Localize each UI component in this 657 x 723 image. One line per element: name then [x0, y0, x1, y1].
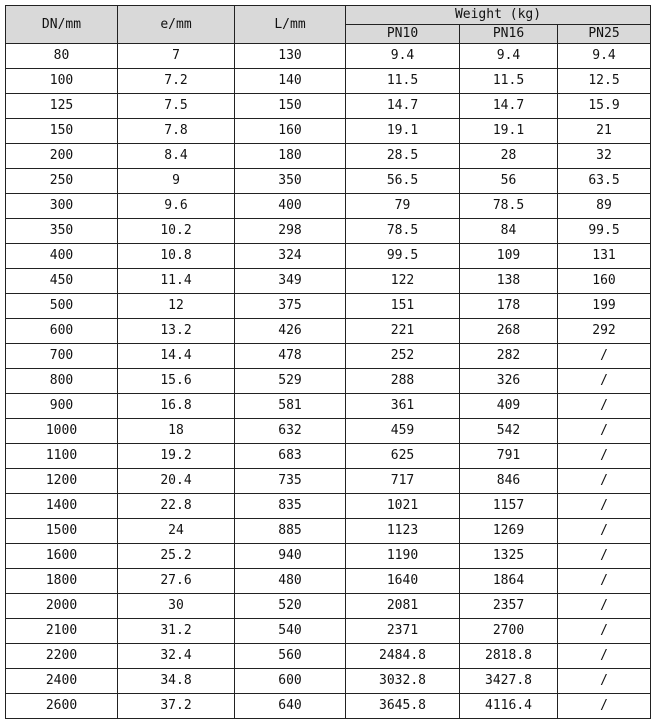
cell-e: 12: [118, 294, 235, 319]
cell-pn10: 252: [346, 344, 460, 369]
header-dn: DN/mm: [6, 6, 118, 44]
cell-pn10: 9.4: [346, 44, 460, 69]
cell-e: 22.8: [118, 494, 235, 519]
cell-pn25: 99.5: [558, 219, 651, 244]
cell-l: 400: [235, 194, 346, 219]
cell-e: 7.8: [118, 119, 235, 144]
cell-pn25: /: [558, 669, 651, 694]
pipe-spec-table: [5, 5, 651, 719]
cell-l: 298: [235, 219, 346, 244]
cell-dn: 900: [6, 394, 118, 419]
cell-pn25: /: [558, 369, 651, 394]
cell-dn: 1100: [6, 444, 118, 469]
cell-pn10: 2081: [346, 594, 460, 619]
cell-pn16: 178: [460, 294, 558, 319]
cell-pn10: 122: [346, 269, 460, 294]
header-pn16: PN16: [460, 25, 558, 44]
cell-pn10: 28.5: [346, 144, 460, 169]
table-row: [6, 269, 651, 294]
cell-pn10: 1190: [346, 544, 460, 569]
cell-dn: 700: [6, 344, 118, 369]
table-row: [6, 569, 651, 594]
cell-e: 15.6: [118, 369, 235, 394]
cell-pn16: 268: [460, 319, 558, 344]
cell-pn25: 89: [558, 194, 651, 219]
cell-pn25: 63.5: [558, 169, 651, 194]
cell-dn: 200: [6, 144, 118, 169]
header-weight: Weight (kg): [346, 6, 651, 25]
cell-pn16: 2818.8: [460, 644, 558, 669]
cell-pn10: 361: [346, 394, 460, 419]
cell-l: 600: [235, 669, 346, 694]
cell-pn25: 15.9: [558, 94, 651, 119]
header-e: e/mm: [118, 6, 235, 44]
cell-pn16: 1157: [460, 494, 558, 519]
cell-pn10: 99.5: [346, 244, 460, 269]
cell-l: 835: [235, 494, 346, 519]
cell-pn10: 151: [346, 294, 460, 319]
table-row: [6, 594, 651, 619]
cell-pn10: 625: [346, 444, 460, 469]
cell-pn25: /: [558, 644, 651, 669]
cell-l: 581: [235, 394, 346, 419]
table-row: [6, 369, 651, 394]
cell-dn: 125: [6, 94, 118, 119]
cell-pn25: 199: [558, 294, 651, 319]
cell-pn25: /: [558, 694, 651, 719]
table-row: [6, 469, 651, 494]
cell-pn25: /: [558, 344, 651, 369]
cell-pn10: 3032.8: [346, 669, 460, 694]
cell-pn10: 11.5: [346, 69, 460, 94]
cell-l: 885: [235, 519, 346, 544]
cell-e: 19.2: [118, 444, 235, 469]
cell-pn25: 131: [558, 244, 651, 269]
cell-dn: 1800: [6, 569, 118, 594]
table-row: [6, 644, 651, 669]
table-row: [6, 344, 651, 369]
cell-e: 7.2: [118, 69, 235, 94]
cell-e: 9.6: [118, 194, 235, 219]
table-row: [6, 69, 651, 94]
table-row: [6, 244, 651, 269]
cell-pn25: 9.4: [558, 44, 651, 69]
cell-e: 37.2: [118, 694, 235, 719]
cell-l: 130: [235, 44, 346, 69]
cell-pn16: 2700: [460, 619, 558, 644]
cell-l: 940: [235, 544, 346, 569]
cell-l: 529: [235, 369, 346, 394]
cell-e: 9: [118, 169, 235, 194]
cell-pn25: /: [558, 569, 651, 594]
cell-pn10: 2371: [346, 619, 460, 644]
cell-dn: 80: [6, 44, 118, 69]
cell-e: 20.4: [118, 469, 235, 494]
cell-l: 632: [235, 419, 346, 444]
cell-pn10: 2484.8: [346, 644, 460, 669]
cell-pn25: 160: [558, 269, 651, 294]
cell-dn: 350: [6, 219, 118, 244]
cell-dn: 500: [6, 294, 118, 319]
cell-pn10: 288: [346, 369, 460, 394]
cell-pn25: /: [558, 394, 651, 419]
cell-pn16: 14.7: [460, 94, 558, 119]
cell-pn10: 717: [346, 469, 460, 494]
cell-pn16: 282: [460, 344, 558, 369]
cell-pn25: /: [558, 494, 651, 519]
cell-pn16: 19.1: [460, 119, 558, 144]
cell-pn25: /: [558, 469, 651, 494]
cell-l: 560: [235, 644, 346, 669]
cell-dn: 1500: [6, 519, 118, 544]
table-row: [6, 544, 651, 569]
cell-dn: 2100: [6, 619, 118, 644]
cell-pn16: 56: [460, 169, 558, 194]
cell-pn10: 19.1: [346, 119, 460, 144]
cell-pn25: /: [558, 619, 651, 644]
cell-pn16: 791: [460, 444, 558, 469]
table-row: [6, 194, 651, 219]
header-l: L/mm: [235, 6, 346, 44]
table-row: [6, 119, 651, 144]
table-body: [6, 44, 651, 719]
cell-pn16: 28: [460, 144, 558, 169]
cell-dn: 450: [6, 269, 118, 294]
cell-dn: 300: [6, 194, 118, 219]
table-row: [6, 294, 651, 319]
cell-e: 31.2: [118, 619, 235, 644]
table-row: [6, 94, 651, 119]
cell-l: 375: [235, 294, 346, 319]
cell-l: 350: [235, 169, 346, 194]
table-row: [6, 219, 651, 244]
table-row: [6, 169, 651, 194]
cell-pn25: 32: [558, 144, 651, 169]
cell-dn: 2600: [6, 694, 118, 719]
cell-pn16: 109: [460, 244, 558, 269]
cell-dn: 1200: [6, 469, 118, 494]
cell-dn: 400: [6, 244, 118, 269]
cell-l: 324: [235, 244, 346, 269]
table-row: [6, 44, 651, 69]
cell-pn10: 459: [346, 419, 460, 444]
cell-l: 160: [235, 119, 346, 144]
cell-dn: 2000: [6, 594, 118, 619]
cell-l: 140: [235, 69, 346, 94]
cell-pn16: 138: [460, 269, 558, 294]
cell-pn16: 409: [460, 394, 558, 419]
cell-pn25: /: [558, 444, 651, 469]
cell-dn: 100: [6, 69, 118, 94]
cell-e: 7.5: [118, 94, 235, 119]
cell-e: 16.8: [118, 394, 235, 419]
cell-pn10: 56.5: [346, 169, 460, 194]
cell-l: 480: [235, 569, 346, 594]
cell-e: 34.8: [118, 669, 235, 694]
cell-pn25: /: [558, 419, 651, 444]
cell-pn25: 21: [558, 119, 651, 144]
cell-l: 180: [235, 144, 346, 169]
table-row: [6, 619, 651, 644]
cell-e: 8.4: [118, 144, 235, 169]
cell-pn10: 79: [346, 194, 460, 219]
cell-pn16: 542: [460, 419, 558, 444]
cell-e: 7: [118, 44, 235, 69]
cell-e: 14.4: [118, 344, 235, 369]
table-row: [6, 144, 651, 169]
cell-dn: 250: [6, 169, 118, 194]
table-header: [6, 6, 651, 44]
cell-dn: 2200: [6, 644, 118, 669]
cell-pn16: 4116.4: [460, 694, 558, 719]
cell-e: 25.2: [118, 544, 235, 569]
cell-pn10: 14.7: [346, 94, 460, 119]
cell-e: 10.2: [118, 219, 235, 244]
table-row: [6, 669, 651, 694]
header-pn10: PN10: [346, 25, 460, 44]
header-pn25: PN25: [558, 25, 651, 44]
cell-dn: 1600: [6, 544, 118, 569]
cell-dn: 600: [6, 319, 118, 344]
cell-l: 735: [235, 469, 346, 494]
table-row: [6, 494, 651, 519]
cell-l: 150: [235, 94, 346, 119]
cell-pn16: 326: [460, 369, 558, 394]
cell-e: 32.4: [118, 644, 235, 669]
table-row: [6, 394, 651, 419]
table-row: [6, 319, 651, 344]
cell-dn: 800: [6, 369, 118, 394]
cell-e: 18: [118, 419, 235, 444]
cell-l: 349: [235, 269, 346, 294]
cell-pn16: 84: [460, 219, 558, 244]
cell-pn16: 1269: [460, 519, 558, 544]
table-row: [6, 519, 651, 544]
cell-pn16: 11.5: [460, 69, 558, 94]
cell-pn16: 78.5: [460, 194, 558, 219]
table-row: [6, 694, 651, 719]
cell-pn16: 1864: [460, 569, 558, 594]
cell-pn10: 221: [346, 319, 460, 344]
cell-pn25: /: [558, 594, 651, 619]
cell-pn10: 78.5: [346, 219, 460, 244]
header-row-top: [6, 6, 651, 25]
cell-pn25: /: [558, 544, 651, 569]
cell-pn16: 3427.8: [460, 669, 558, 694]
cell-l: 640: [235, 694, 346, 719]
cell-dn: 1400: [6, 494, 118, 519]
cell-dn: 2400: [6, 669, 118, 694]
cell-pn16: 2357: [460, 594, 558, 619]
cell-pn25: /: [558, 519, 651, 544]
cell-l: 478: [235, 344, 346, 369]
cell-l: 540: [235, 619, 346, 644]
cell-l: 683: [235, 444, 346, 469]
cell-l: 520: [235, 594, 346, 619]
cell-pn16: 9.4: [460, 44, 558, 69]
cell-e: 10.8: [118, 244, 235, 269]
cell-dn: 150: [6, 119, 118, 144]
cell-pn16: 1325: [460, 544, 558, 569]
cell-l: 426: [235, 319, 346, 344]
cell-pn16: 846: [460, 469, 558, 494]
table-row: [6, 419, 651, 444]
cell-pn10: 1640: [346, 569, 460, 594]
cell-e: 11.4: [118, 269, 235, 294]
cell-dn: 1000: [6, 419, 118, 444]
cell-pn10: 1123: [346, 519, 460, 544]
cell-e: 24: [118, 519, 235, 544]
cell-pn10: 3645.8: [346, 694, 460, 719]
cell-pn10: 1021: [346, 494, 460, 519]
cell-e: 27.6: [118, 569, 235, 594]
table-row: [6, 444, 651, 469]
cell-pn25: 12.5: [558, 69, 651, 94]
cell-pn25: 292: [558, 319, 651, 344]
cell-e: 13.2: [118, 319, 235, 344]
cell-e: 30: [118, 594, 235, 619]
